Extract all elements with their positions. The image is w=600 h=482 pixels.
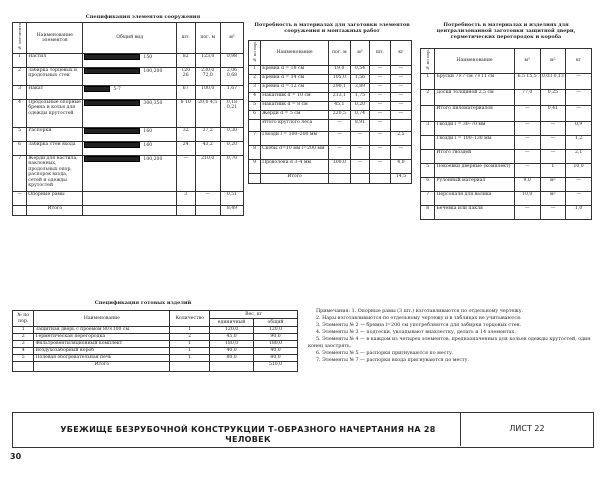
col-header: № по пор. xyxy=(421,49,435,74)
table-cell: 0,74 xyxy=(350,110,369,119)
table-row xyxy=(13,85,244,99)
table-cell: 90,0 xyxy=(254,334,298,341)
element-sketch xyxy=(83,67,177,85)
col-header: м³ xyxy=(514,49,540,74)
sheet-number: ЛИСТ 22 xyxy=(509,424,545,433)
table-cell: Забирка торцевых и продольных стен xyxy=(27,67,83,85)
table-cell: 120,0 xyxy=(210,327,254,334)
table-cell: — xyxy=(176,155,195,191)
col-header: шт. xyxy=(370,41,391,66)
table-cell: 0,70 xyxy=(220,155,243,191)
table-row xyxy=(421,149,592,163)
ready-spec-heading: Спецификация готовых изделий xyxy=(94,300,192,306)
table-cell: — xyxy=(566,191,592,205)
title-block-divider xyxy=(460,412,461,446)
table-cell: 40,0 xyxy=(254,348,298,355)
table-cell: 1 xyxy=(249,65,261,74)
table-cell: — xyxy=(370,74,391,83)
table-row xyxy=(13,348,298,355)
table-cell: Проволока d 3–4 мм xyxy=(261,159,329,173)
table-cell: 45,1 xyxy=(329,101,351,110)
element-sketch xyxy=(83,99,177,127)
sketch-label: 300,350 xyxy=(143,101,163,107)
table-cell: 9 xyxy=(249,159,261,173)
col-header: № по пор. xyxy=(249,41,261,66)
col-header: пог. м xyxy=(329,41,351,66)
table-cell: — xyxy=(540,135,566,149)
table-cell: 0,54 xyxy=(350,65,369,74)
table-row xyxy=(13,141,244,155)
table-cell: 4,0 xyxy=(390,159,411,173)
sketch-label: 100,200 xyxy=(143,69,163,75)
table-cell: — xyxy=(390,110,411,119)
table-cell: — xyxy=(390,145,411,159)
table-cell: 8 xyxy=(421,205,435,219)
col-header: общий xyxy=(254,319,298,327)
element-sketch xyxy=(83,141,177,155)
table-cell: 0,98 xyxy=(220,53,243,67)
table-cell: Воздухозаборный короб xyxy=(34,348,170,355)
table-cell: — xyxy=(370,92,391,101)
materials-need-heading: Потребность в материалах для заготовки элементов сооружения и монтажных работ xyxy=(254,22,410,34)
table-cell: 0,41 xyxy=(540,105,566,121)
table-cell: 3 xyxy=(421,121,435,135)
note-item: 4. Элементы № 3 — подтески, укладывают внахлестку, делать и 14 элементах. xyxy=(316,330,516,335)
table-cell: 1,75 xyxy=(350,92,369,101)
table-cell: Итого гвоздей xyxy=(435,149,514,163)
table-cell: 6,5 15,5 xyxy=(514,73,540,89)
table-cell: 2 xyxy=(13,67,27,85)
table-row xyxy=(13,327,298,334)
table-cell: 77,0 xyxy=(514,89,540,105)
table-cell: 4 xyxy=(13,99,27,127)
total-label: Итого xyxy=(34,362,170,372)
drawing-title: УБЕЖИЩЕ БЕЗРУБОЧНОЙ КОНСТРУКЦИИ Т-ОБРАЗНОГО НАЧЕРТАНИЯ НА 28 ЧЕЛОВЕК xyxy=(60,425,436,444)
col-header: Наименование xyxy=(34,311,170,327)
table-cell: Персоналя для валика xyxy=(435,191,514,205)
table-total-row xyxy=(249,173,412,183)
table-row xyxy=(13,341,298,348)
table-cell: 80,0 xyxy=(210,355,254,362)
col-header: пог. м xyxy=(195,23,220,54)
table-cell: Итого круглого леса xyxy=(261,119,329,131)
table-cell: Полевая обогревательная печь xyxy=(34,355,170,362)
table-cell: — xyxy=(514,135,540,149)
structure-spec-heading: Спецификация элементов сооружения xyxy=(85,14,201,20)
table-row xyxy=(249,131,412,145)
table-row xyxy=(249,145,412,159)
products-need-heading: Потребность в материалах и изделиях для централизованной заготовки защитной двери, герметических перегородок и короба xyxy=(436,22,576,40)
table-cell: — xyxy=(390,92,411,101)
table-row xyxy=(421,135,592,149)
table-cell: — xyxy=(370,145,391,159)
table-cell: Бревна d = 12 см xyxy=(261,83,329,92)
table-cell: 4 xyxy=(13,348,34,355)
table-cell: — xyxy=(370,65,391,74)
table-cell: Бревна d = 18 см xyxy=(261,65,329,74)
table-cell: 1 xyxy=(540,163,566,177)
table-cell xyxy=(421,149,435,163)
table-cell: 7 xyxy=(249,131,261,145)
table-cell: 1 xyxy=(170,327,210,334)
table-cell: — xyxy=(370,110,391,119)
note-item: 5. Элементы № 4 — в каждом из четырех элементов, предназначенных для кольев одежды крутостей, один конец заострять. xyxy=(308,337,591,349)
beam-sketch-icon xyxy=(84,54,140,60)
table-cell: 1,2 xyxy=(566,135,592,149)
table-cell: — xyxy=(540,121,566,135)
table-cell: Гвозди l = 100–130 мм xyxy=(435,135,514,149)
table-row xyxy=(13,127,244,141)
table-cell: 1,56 xyxy=(350,74,369,83)
table-row xyxy=(249,110,412,119)
table-cell: — xyxy=(390,83,411,92)
table-cell: — xyxy=(390,74,411,83)
table-cell: — xyxy=(350,131,369,145)
table-cell: Рулонный материал xyxy=(435,177,514,191)
table-row xyxy=(13,53,244,67)
table-row xyxy=(249,92,412,101)
sketch-label: 160 xyxy=(143,129,153,135)
table-cell: Бруски 7×7 см 7×11 см xyxy=(435,73,514,89)
table-cell: — xyxy=(566,105,592,121)
table-cell: — xyxy=(195,191,220,205)
table-cell: 0,9 xyxy=(566,121,592,135)
table-cell: — xyxy=(566,73,592,89)
table-cell: — xyxy=(514,205,540,219)
table-cell: 45,0 xyxy=(210,334,254,341)
table-cell: Накатник d = 8 см xyxy=(261,101,329,110)
table-cell: 3 xyxy=(13,85,27,99)
total-value: 510,0 xyxy=(254,362,298,372)
table-cell: 9,0 xyxy=(514,177,540,191)
table-cell: 2,06 0,68 xyxy=(220,67,243,85)
table-row xyxy=(13,99,244,127)
table-total-row xyxy=(13,205,244,215)
col-header: м³ xyxy=(350,41,369,66)
table-row xyxy=(421,105,592,121)
note-item: 2. Нары изготавливаются по отдельному чертежу и в таблицах не учитываются. xyxy=(316,316,522,321)
table-cell: 180,0 xyxy=(210,341,254,348)
table-cell: 0,20 xyxy=(220,141,243,155)
table-cell: 4 xyxy=(249,92,261,101)
table-cell: Бечевка или пакля xyxy=(435,205,514,219)
table-row xyxy=(13,355,298,362)
table-cell: Гвозди l = 30–70 мм xyxy=(435,121,514,135)
table-row xyxy=(13,191,244,205)
table-cell: 24 xyxy=(176,141,195,155)
table-cell: Опорные рамы xyxy=(27,191,83,205)
table-cell: 0,30 xyxy=(220,127,243,141)
table-cell: 290,1 xyxy=(329,83,351,92)
table-cell: 20,0 4,5 xyxy=(195,99,220,127)
table-cell: — xyxy=(514,163,540,177)
table-cell: — xyxy=(390,101,411,110)
table-row xyxy=(13,155,244,191)
table-cell: Покоевки дверные (комплект) xyxy=(435,163,514,177)
beam-sketch-icon xyxy=(84,128,140,134)
table-cell: 6 xyxy=(13,141,27,155)
table-cell: 0,18 0,21 xyxy=(220,99,243,127)
table-cell: 3 xyxy=(13,341,34,348)
table-cell: 40,0 xyxy=(210,348,254,355)
table-cell: Продольные опорные бревна и колья для одежды крутостей xyxy=(27,99,83,127)
table-cell: 1 xyxy=(13,327,34,334)
col-header: Количество xyxy=(170,311,210,327)
sketch-label: 160 xyxy=(143,143,153,149)
table-cell: — xyxy=(540,205,566,219)
table-row xyxy=(249,101,412,110)
table-row xyxy=(421,89,592,105)
table-row xyxy=(421,73,592,89)
table-cell: Защитная дверь с проемом 80×100 см xyxy=(34,327,170,334)
col-header: шт. xyxy=(176,23,195,54)
table-cell: Бревна d = 14 см xyxy=(261,74,329,83)
table-cell: 2,5 xyxy=(390,131,411,145)
table-cell: Жерди для настила, наклонных, продольных опор, распорок входа, сетей и одежды крутостей xyxy=(27,155,83,191)
total-value: 14,5 xyxy=(390,173,411,183)
table-row xyxy=(13,334,298,341)
table-cell: 3 xyxy=(249,83,261,92)
table-cell: — xyxy=(540,149,566,163)
beam-sketch-icon xyxy=(84,86,110,92)
table-cell: Герметическая перегородка xyxy=(34,334,170,341)
table-row xyxy=(249,83,412,92)
table-cell: Забирка стен входа xyxy=(27,141,83,155)
table-cell: 37,2 xyxy=(195,127,220,141)
col-header: Наименование xyxy=(435,49,514,74)
table-cell: 1 xyxy=(170,355,210,362)
element-sketch xyxy=(83,155,177,191)
table-cell: 5 xyxy=(421,163,435,177)
table-cell: 8 10 xyxy=(176,99,195,127)
note-item: 3. Элементы № 2 — бревна l=200 см употребляются для забирки торцовых стен. xyxy=(316,323,522,328)
table-cell: — xyxy=(329,145,351,159)
sketch-label: 100,200 xyxy=(143,157,163,163)
col-header: м³ xyxy=(220,23,243,54)
total-label: Итого xyxy=(261,173,329,183)
table-cell: 210,0 xyxy=(195,155,220,191)
table-cell: 105,0 xyxy=(329,74,351,83)
note-item: 7. Элементы № 7 — распорки входа пригнуваются по месту. xyxy=(316,358,470,363)
table-cell: м² xyxy=(540,177,566,191)
table-row xyxy=(421,191,592,205)
table-cell: 1,0 xyxy=(566,205,592,219)
table-cell: 0,25 xyxy=(540,89,566,105)
table-cell: — xyxy=(370,159,391,173)
table-cell: 8,91 xyxy=(350,119,369,131)
table-cell: — xyxy=(13,191,27,205)
table-cell: Жерди d = 5 см xyxy=(261,110,329,119)
table-row xyxy=(249,65,412,74)
table-cell: 0,20 xyxy=(350,101,369,110)
total-value: 8,49 xyxy=(220,205,243,215)
beam-sketch-icon xyxy=(84,68,140,74)
table-cell: — xyxy=(514,121,540,135)
products-need-table xyxy=(420,48,592,220)
table-cell: Доски толщиной 2,5 см xyxy=(435,89,514,105)
table-row xyxy=(249,74,412,83)
col-header: кг xyxy=(566,49,592,74)
col-header: Наименование элементов xyxy=(27,23,83,54)
beam-sketch-icon xyxy=(84,142,140,148)
element-sketch xyxy=(83,53,177,67)
table-cell: 100,0 xyxy=(195,85,220,99)
table-cell: 10,0 xyxy=(566,163,592,177)
table-cell: Накатник d = 10 см xyxy=(261,92,329,101)
table-cell: Итого пиломатериалов xyxy=(435,105,514,121)
table-cell: 3 xyxy=(176,191,195,205)
materials-need-table xyxy=(248,40,412,184)
col-header: № по пор. xyxy=(13,311,34,327)
table-cell: 82 xyxy=(176,53,195,67)
table-cell: 120,0 xyxy=(254,327,298,334)
table-cell: — xyxy=(370,119,391,131)
table-row xyxy=(249,119,412,131)
col-header: единичный xyxy=(210,319,254,327)
table-cell: — xyxy=(370,83,391,92)
table-cell: — xyxy=(350,145,369,159)
col-header: № эле-мента xyxy=(13,23,27,54)
table-cell: 6 xyxy=(249,110,261,119)
table-cell: 19,0 xyxy=(329,65,351,74)
element-sketch xyxy=(83,191,177,205)
table-cell: 7 xyxy=(421,191,435,205)
table-cell: — xyxy=(566,89,592,105)
table-cell: 80,0 xyxy=(254,355,298,362)
col-header: кг xyxy=(390,41,411,66)
table-cell: — xyxy=(514,149,540,163)
table-cell: 67 xyxy=(176,85,195,99)
table-cell: 0,03 0,13 xyxy=(540,73,566,89)
table-row xyxy=(13,67,244,85)
table-cell: — xyxy=(329,131,351,145)
table-row xyxy=(421,121,592,135)
table-cell: 1 xyxy=(170,341,210,348)
table-cell: 100,0 xyxy=(329,159,351,173)
drawing-sheet xyxy=(8,8,594,452)
beam-sketch-icon xyxy=(84,100,140,106)
table-cell: 120 26 xyxy=(176,67,195,85)
ready-spec-table xyxy=(12,310,298,372)
table-cell: 180,0 xyxy=(254,341,298,348)
table-cell: — xyxy=(370,131,391,145)
table-row xyxy=(421,177,592,191)
table-cell: 3,89 xyxy=(350,83,369,92)
table-cell: Фильтровентиляционный комплект xyxy=(34,341,170,348)
total-label: Итого xyxy=(27,205,83,215)
table-cell: 2 xyxy=(249,74,261,83)
table-cell: Гвозди l = 100–200 мм xyxy=(261,131,329,145)
col-header: Наименование xyxy=(261,41,329,66)
table-cell: 213,1 xyxy=(329,92,351,101)
notes-block xyxy=(308,308,598,364)
table-cell: 6 xyxy=(421,177,435,191)
col-header: Вес, кг xyxy=(210,311,298,319)
table-cell: 1 xyxy=(170,348,210,355)
table-cell: 0,51 xyxy=(220,191,243,205)
table-cell: 230,0 72,0 xyxy=(195,67,220,85)
table-cell: Распорки xyxy=(27,127,83,141)
table-cell: 7 xyxy=(13,155,27,191)
table-cell xyxy=(390,119,411,131)
table-cell: 10,0 xyxy=(514,191,540,205)
table-cell: — xyxy=(566,177,592,191)
table-cell: 2 xyxy=(13,334,34,341)
table-row xyxy=(421,163,592,177)
element-sketch xyxy=(83,127,177,141)
element-sketch xyxy=(83,85,177,99)
table-cell: м² xyxy=(540,191,566,205)
table-cell: — xyxy=(514,105,540,121)
col-header: Общий вид xyxy=(83,23,177,54)
table-cell: 2,1 xyxy=(566,149,592,163)
table-cell: 8 xyxy=(249,145,261,159)
table-cell: 220,5 xyxy=(329,110,351,119)
table-cell: Накат xyxy=(27,85,83,99)
table-cell: 1 xyxy=(13,53,27,67)
table-cell: 2 xyxy=(170,334,210,341)
table-cell: 5 xyxy=(249,101,261,110)
table-cell: 5 xyxy=(13,127,27,141)
sketch-label: 5-7 xyxy=(113,87,121,93)
table-cell xyxy=(249,119,261,131)
sketch-label: 150 xyxy=(143,55,153,61)
table-cell: 5 xyxy=(13,355,34,362)
note-item: Примечания: 1. Опорные рамы (3 шт.) изготавливаются по отдельному чертежу. xyxy=(316,309,524,314)
table-cell: 123,0 xyxy=(195,53,220,67)
table-cell: 2 xyxy=(421,89,435,105)
table-cell xyxy=(421,105,435,121)
table-cell: 1,67 xyxy=(220,85,243,99)
table-cell: — xyxy=(390,65,411,74)
table-cell: 43,2 xyxy=(195,141,220,155)
col-header: м² xyxy=(540,49,566,74)
note-item: 6. Элементы № 5 — распорки пригнуваются по месту. xyxy=(316,351,454,356)
table-cell: — xyxy=(329,119,351,131)
table-cell xyxy=(421,135,435,149)
table-cell: 32 xyxy=(176,127,195,141)
beam-sketch-icon xyxy=(84,156,140,162)
table-cell: Настил xyxy=(27,53,83,67)
table-cell: — xyxy=(350,159,369,173)
table-row xyxy=(249,159,412,173)
table-row xyxy=(421,205,592,219)
table-total-row xyxy=(13,362,298,372)
structure-spec-table xyxy=(12,22,244,216)
table-cell: — xyxy=(370,101,391,110)
page-number: 30 xyxy=(10,452,22,461)
table-cell: 1 xyxy=(421,73,435,89)
table-cell: Скобы d=10 мм l=200 мм xyxy=(261,145,329,159)
